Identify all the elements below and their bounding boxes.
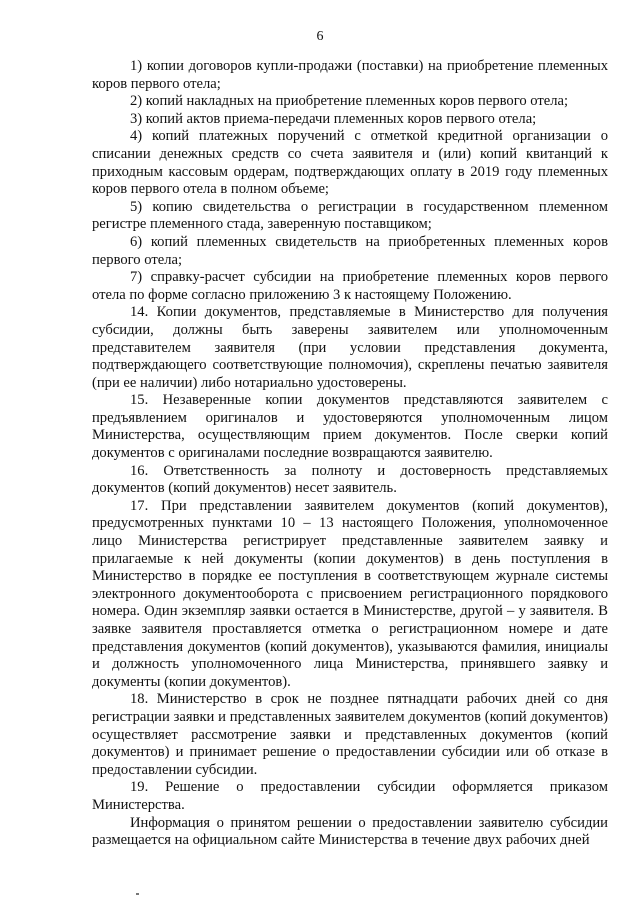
document-body xyxy=(92,58,608,850)
paragraph-clause-19: 19. Решение о предоставлении субсидии оформляется приказом Министерства. xyxy=(92,779,608,813)
paragraph-item-7: 7) справку-расчет субсидии на приобретение племенных коров первого отела по форме согласно приложению 3 к настоящему Положению. xyxy=(92,269,608,303)
paragraph-clause-14: 14. Копии документов, представляемые в Министерство для получения субсидии, должны быть заверены заявителем или уполномоченным представителем заявителя (при условии представления документа, подтверждающего соответствующие полномочия), скреплены печатью заявителя (при ее наличии) либо нотариально удостоверены. xyxy=(92,304,608,391)
page-number: 6 xyxy=(316,29,324,44)
paragraph-clause-18: 18. Министерство в срок не позднее пятнадцати рабочих дней со дня регистрации заявки и представленных заявителем документов (копий документов) осуществляет рассмотрение заявки и представленных документов (копий документов) и принимает решение о предоставлении субсидии или об отказе в предоставлении субсидии. xyxy=(92,691,608,778)
paragraph-item-1: 1) копии договоров купли-продажи (поставки) на приобретение племенных коров первого отела; xyxy=(92,58,608,92)
paragraph-item-6: 6) копий племенных свидетельств на приобретенных племенных коров первого отела; xyxy=(92,233,608,268)
scan-artifact xyxy=(136,893,139,895)
paragraph-information: Информация о принятом решении о предоставлении заявителю субсидии размещается на официальном сайте Министерства в течение двух рабочих дней xyxy=(92,814,608,849)
paragraph-item-2: 2) копий накладных на приобретение племенных коров первого отела; xyxy=(130,93,569,110)
paragraph-item-4: 4) копий платежных поручений с отметкой кредитной организации о списании денежных средств со счета заявителя и (или) копий квитанций к приходным кассовым ордерам, подтверждающих оплату в 2019 году племенных коров первого отела в полном объеме; xyxy=(92,128,608,198)
paragraph-clause-17: 17. При представлении заявителем документов (копий документов), предусмотренных пунктами 10 – 13 настоящего Положения, уполномоченное лицо Министерства регистрирует представленные заявителем заявку и прилагаемые к ней документы (копии документов) в день поступления в Министерство в порядке ее поступления в соответствующем журнале системы электронного документооборота с присвоением регистрационного порядкового номера. Один экземпляр заявки остается в Министерстве, другой – у заявителя. В заявке заявителя проставляется отметка о регистрационном номере и дате представления документов (копий документов), указываются фамилия, инициалы и должность уполномоченного лица Министерства, принявшего заявку и документы (копии документов). xyxy=(92,497,608,690)
paragraph-item-5: 5) копию свидетельства о регистрации в государственном племенном регистре племенного стада, заверенную поставщиком; xyxy=(92,198,608,233)
paragraph-item-3: 3) копий актов приема-передачи племенных коров первого отела; xyxy=(130,110,537,127)
paragraph-clause-16: 16. Ответственность за полноту и достоверность представляемых документов (копий документов) несет заявитель. xyxy=(92,462,608,497)
paragraph-clause-15: 15. Незаверенные копии документов представляются заявителем с предъявлением оригиналов и удостоверяются уполномоченным лицом Министерства, осуществляющим прием документов. После сверки копий документов с оригиналами последние возвращаются заявителю. xyxy=(92,392,608,462)
